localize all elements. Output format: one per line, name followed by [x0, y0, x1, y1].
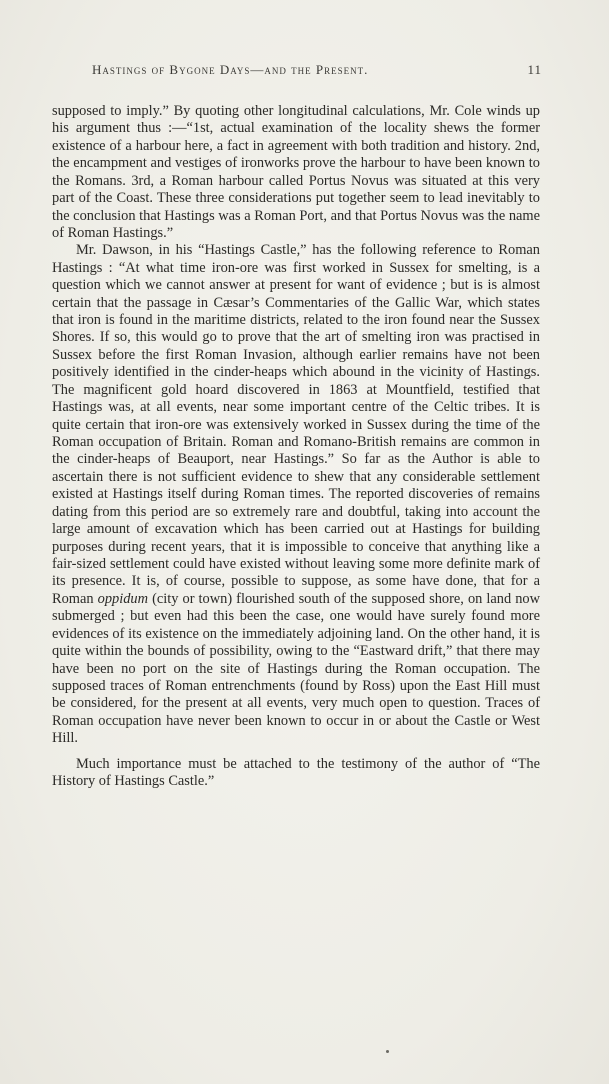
- page-number: 11: [527, 62, 542, 77]
- paragraph-cole-conclusion: supposed to imply.” By quoting other longitudinal calculations, Mr. Cole winds up his argument thus :—“1st, actual examination of the locality shews the former existence of a harbour here, a fact in agreement with both tradition and history. 2nd, the encampment and vestiges of ironworks prove the harbour to have been known to the Romans. 3rd, a Roman harbour called Portus Novus was situated at this very part of the Coast. These three considerations put together seem to lead inevitably to the conclusion that Hastings was a Roman Port, and that Portus Novus was the name of Roman Hastings.”: [52, 103, 541, 241]
- italic-oppidum: oppidum: [97, 590, 149, 607]
- body-text: [52, 103, 540, 790]
- paragraph-history-castle: Much importance must be attached to the testimony of the author of “The History of Hastings Castle.”: [52, 755, 540, 790]
- paragraph-text-before: Mr. Dawson, in his “Hastings Castle,” has the following reference to Roman Hastings : “At what time iron-ore was first worked in Sussex for smelting, is a question which we cannot answer at present for want of evidence ; but is is almost certain that the passage in Cæsar’s Commentaries of the Gallic War, which states that iron is found in the maritime districts, related to the iron found near the Sussex Shores. If so, this would go to prove that the art of smelting iron was practised in Sussex before the first Roman Invasion, although earlier remains have not been positively identified in the cinder-heaps which abound in the vicinity of Hastings. The magnificent gold hoard discovered in 1863 at Mountfield, testified that Hastings was, at all events, near some important centre of the Celtic tribes. It is quite certain that iron-ore was extensively worked in Sussex during the time of the Roman occupation of Britain. Roman and Romano-British remains are common in the cinder-heaps of Beauport, near Hastings.” So far as the Author is able to ascertain there is not sufficient evidence to shew that any considerable settlement existed at Hastings itself during Roman times. The reported discoveries of remains dating from this period are so extremely rare and doubtful, taking into account the large amount of excavation which has been carried out at Hastings for building purposes during recent years, that it is impossible to conceive that anything like a fair-sized settlement could have existed without leaving some more definite mark of its presence. It is, of course, possible to suppose, as some have done, that for a Roman: [52, 242, 540, 607]
- paragraph-dawson-reference: [52, 242, 540, 747]
- paragraph-text-after: (city or town) flourished south of the supposed shore, on land now submerged ; but even had this been the case, one would have surely found more evidences of its existence on the immediately adjoining land. On the other hand, it is quite within the bounds of possibility, owing to the “Eastward drift,” that there may have been no port on the site of Hastings during the Roman occupation. The supposed traces of Roman entrenchments (found by Ross) upon the East Hill must be considered, for the present at all events, very much open to question. Traces of Roman occupation have never been known to occur in or about the Castle or West Hill.: [52, 590, 540, 747]
- ink-speck: [386, 1050, 389, 1053]
- running-head: [52, 62, 542, 82]
- running-title: Hastings of Bygone Days—and the Present.: [92, 62, 369, 77]
